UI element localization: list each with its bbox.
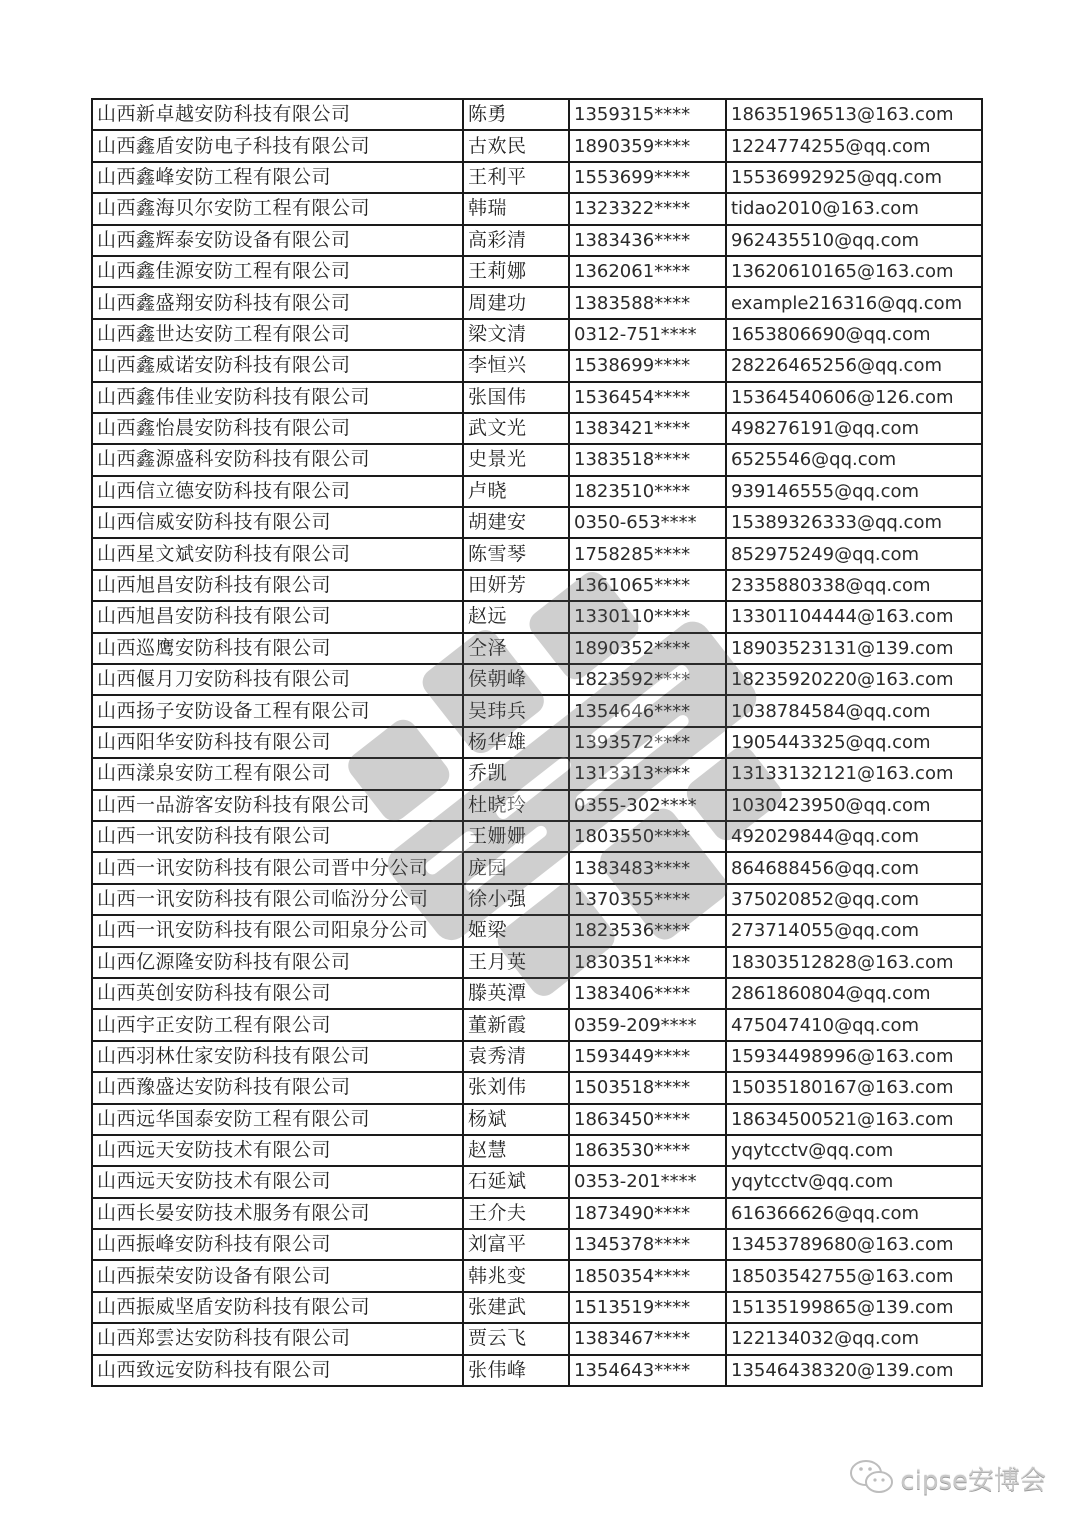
phone-cell: 1593449**** xyxy=(569,1041,726,1072)
phone-cell: 1803550**** xyxy=(569,821,726,852)
table-row xyxy=(92,1104,982,1135)
company-cell: 山西信威安防科技有限公司 xyxy=(92,507,463,538)
phone-cell: 1538699**** xyxy=(569,350,726,381)
contact-name-cell: 乔凯 xyxy=(463,758,569,789)
contact-name-cell: 李恒兴 xyxy=(463,350,569,381)
contact-name-cell: 张建武 xyxy=(463,1292,569,1323)
table-row xyxy=(92,193,982,224)
email-cell: 15135199865@139.com xyxy=(726,1292,982,1323)
contact-name-cell: 杨斌 xyxy=(463,1104,569,1135)
table-row xyxy=(92,727,982,758)
table-row xyxy=(92,256,982,287)
company-cell: 山西旭昌安防科技有限公司 xyxy=(92,601,463,632)
phone-cell: 1553699**** xyxy=(569,162,726,193)
email-cell: 498276191@qq.com xyxy=(726,413,982,444)
company-cell: 山西新卓越安防科技有限公司 xyxy=(92,99,463,130)
company-cell: 山西一品游客安防科技有限公司 xyxy=(92,790,463,821)
company-cell: 山西一讯安防科技有限公司晋中分公司 xyxy=(92,852,463,883)
contact-name-cell: 庞园 xyxy=(463,852,569,883)
table-row xyxy=(92,225,982,256)
table-row xyxy=(92,1072,982,1103)
table-row xyxy=(92,1260,982,1291)
email-cell: 18235920220@163.com xyxy=(726,664,982,695)
phone-cell: 1890359**** xyxy=(569,130,726,161)
phone-cell: 0359-209**** xyxy=(569,1009,726,1040)
contact-name-cell: 仝泽 xyxy=(463,633,569,664)
company-cell: 山西振荣安防设备有限公司 xyxy=(92,1260,463,1291)
contact-name-cell: 王莉娜 xyxy=(463,256,569,287)
table-row xyxy=(92,1009,982,1040)
table-row xyxy=(92,570,982,601)
phone-cell: 0353-201**** xyxy=(569,1166,726,1197)
phone-cell: 1313313**** xyxy=(569,758,726,789)
contact-name-cell: 滕英潭 xyxy=(463,978,569,1009)
table-row xyxy=(92,884,982,915)
company-cell: 山西阳华安防科技有限公司 xyxy=(92,727,463,758)
contact-name-cell: 袁秀清 xyxy=(463,1041,569,1072)
phone-cell: 1383483**** xyxy=(569,852,726,883)
contact-name-cell: 赵慧 xyxy=(463,1135,569,1166)
contact-name-cell: 王姗姗 xyxy=(463,821,569,852)
email-cell: 15035180167@163.com xyxy=(726,1072,982,1103)
phone-cell: 1370355**** xyxy=(569,884,726,915)
contact-name-cell: 周建功 xyxy=(463,287,569,318)
email-cell: 492029844@qq.com xyxy=(726,821,982,852)
contact-name-cell: 姬梁 xyxy=(463,915,569,946)
contact-name-cell: 刘富平 xyxy=(463,1229,569,1260)
phone-cell: 1383421**** xyxy=(569,413,726,444)
company-cell: 山西宇正安防工程有限公司 xyxy=(92,1009,463,1040)
table-row xyxy=(92,852,982,883)
table-row xyxy=(92,1198,982,1229)
phone-cell: 1323322**** xyxy=(569,193,726,224)
phone-cell: 1393572**** xyxy=(569,727,726,758)
phone-cell: 1823592**** xyxy=(569,664,726,695)
phone-cell: 1383588**** xyxy=(569,287,726,318)
contact-name-cell: 史景光 xyxy=(463,444,569,475)
company-cell: 山西扬子安防设备工程有限公司 xyxy=(92,695,463,726)
phone-cell: 0312-751**** xyxy=(569,319,726,350)
email-cell: 2335880338@qq.com xyxy=(726,570,982,601)
email-cell: 18303512828@163.com xyxy=(726,947,982,978)
email-cell: 13620610165@163.com xyxy=(726,256,982,287)
email-cell: 13546438320@139.com xyxy=(726,1355,982,1386)
table-row xyxy=(92,1323,982,1354)
email-cell: example216316@qq.com xyxy=(726,287,982,318)
company-cell: 山西远天安防技术有限公司 xyxy=(92,1135,463,1166)
phone-cell: 1863450**** xyxy=(569,1104,726,1135)
company-cell: 山西致远安防科技有限公司 xyxy=(92,1355,463,1386)
company-cell: 山西长晏安防技术服务有限公司 xyxy=(92,1198,463,1229)
table-row xyxy=(92,507,982,538)
company-cell: 山西远天安防技术有限公司 xyxy=(92,1166,463,1197)
phone-cell: 1863530**** xyxy=(569,1135,726,1166)
company-cell: 山西振峰安防科技有限公司 xyxy=(92,1229,463,1260)
table-row xyxy=(92,99,982,130)
email-cell: 864688456@qq.com xyxy=(726,852,982,883)
company-cell: 山西一讯安防科技有限公司阳泉分公司 xyxy=(92,915,463,946)
phone-cell: 1823536**** xyxy=(569,915,726,946)
email-cell: 962435510@qq.com xyxy=(726,225,982,256)
contact-name-cell: 石延斌 xyxy=(463,1166,569,1197)
contact-name-cell: 吴玮兵 xyxy=(463,695,569,726)
phone-cell: 1383406**** xyxy=(569,978,726,1009)
email-cell: 13301104444@163.com xyxy=(726,601,982,632)
company-cell: 山西一讯安防科技有限公司临汾分公司 xyxy=(92,884,463,915)
contact-name-cell: 侯朝峰 xyxy=(463,664,569,695)
table-row xyxy=(92,319,982,350)
company-cell: 山西鑫海贝尔安防工程有限公司 xyxy=(92,193,463,224)
table-row xyxy=(92,350,982,381)
company-cell: 山西鑫佳源安防工程有限公司 xyxy=(92,256,463,287)
table-row xyxy=(92,821,982,852)
email-cell: 1905443325@qq.com xyxy=(726,727,982,758)
company-cell: 山西偃月刀安防科技有限公司 xyxy=(92,664,463,695)
company-cell: 山西鑫威诺安防科技有限公司 xyxy=(92,350,463,381)
company-cell: 山西鑫盛翔安防科技有限公司 xyxy=(92,287,463,318)
phone-cell: 0355-302**** xyxy=(569,790,726,821)
phone-cell: 1354643**** xyxy=(569,1355,726,1386)
phone-cell: 1758285**** xyxy=(569,538,726,569)
email-cell: 1653806690@qq.com xyxy=(726,319,982,350)
phone-cell: 1873490**** xyxy=(569,1198,726,1229)
table-row xyxy=(92,633,982,664)
contact-name-cell: 张国伟 xyxy=(463,382,569,413)
company-cell: 山西鑫怡晨安防科技有限公司 xyxy=(92,413,463,444)
table-row xyxy=(92,790,982,821)
table-row xyxy=(92,1292,982,1323)
phone-cell: 1890352**** xyxy=(569,633,726,664)
table-row xyxy=(92,695,982,726)
email-cell: tidao2010@163.com xyxy=(726,193,982,224)
email-cell: 273714055@qq.com xyxy=(726,915,982,946)
table-row xyxy=(92,444,982,475)
contact-name-cell: 王利平 xyxy=(463,162,569,193)
email-cell: 15389326333@qq.com xyxy=(726,507,982,538)
email-cell: 15364540606@126.com xyxy=(726,382,982,413)
email-cell: 18634500521@163.com xyxy=(726,1104,982,1135)
contact-name-cell: 董新霞 xyxy=(463,1009,569,1040)
phone-cell: 1354646**** xyxy=(569,695,726,726)
table-row xyxy=(92,947,982,978)
contact-name-cell: 陈勇 xyxy=(463,99,569,130)
email-cell: 15536992925@qq.com xyxy=(726,162,982,193)
contact-name-cell: 梁文清 xyxy=(463,319,569,350)
email-cell: 1038784584@qq.com xyxy=(726,695,982,726)
company-cell: 山西鑫峰安防工程有限公司 xyxy=(92,162,463,193)
table-row xyxy=(92,758,982,789)
company-cell: 山西巡鹰安防科技有限公司 xyxy=(92,633,463,664)
company-cell: 山西星文斌安防科技有限公司 xyxy=(92,538,463,569)
phone-cell: 1345378**** xyxy=(569,1229,726,1260)
email-cell: 6525546@qq.com xyxy=(726,444,982,475)
company-cell: 山西旭昌安防科技有限公司 xyxy=(92,570,463,601)
phone-cell: 1503518**** xyxy=(569,1072,726,1103)
email-cell: 28226465256@qq.com xyxy=(726,350,982,381)
email-cell: 2861860804@qq.com xyxy=(726,978,982,1009)
company-cell: 山西鑫盾安防电子科技有限公司 xyxy=(92,130,463,161)
company-cell: 山西英创安防科技有限公司 xyxy=(92,978,463,1009)
company-cell: 山西鑫源盛科安防科技有限公司 xyxy=(92,444,463,475)
contact-name-cell: 古欢民 xyxy=(463,130,569,161)
contact-name-cell: 张伟峰 xyxy=(463,1355,569,1386)
email-cell: yqytcctv@qq.com xyxy=(726,1166,982,1197)
table-row xyxy=(92,601,982,632)
contact-name-cell: 高彩清 xyxy=(463,225,569,256)
email-cell: 18635196513@163.com xyxy=(726,99,982,130)
contact-name-cell: 徐小强 xyxy=(463,884,569,915)
table-row xyxy=(92,130,982,161)
table-row xyxy=(92,978,982,1009)
company-cell: 山西信立德安防科技有限公司 xyxy=(92,476,463,507)
phone-cell: 0350-653**** xyxy=(569,507,726,538)
contacts-table xyxy=(91,98,983,1387)
table-row xyxy=(92,1135,982,1166)
contact-name-cell: 卢晓 xyxy=(463,476,569,507)
company-cell: 山西亿源隆安防科技有限公司 xyxy=(92,947,463,978)
company-cell: 山西豫盛达安防科技有限公司 xyxy=(92,1072,463,1103)
table-row xyxy=(92,538,982,569)
company-cell: 山西羽林仕家安防科技有限公司 xyxy=(92,1041,463,1072)
company-cell: 山西振威坚盾安防科技有限公司 xyxy=(92,1292,463,1323)
contact-name-cell: 武文光 xyxy=(463,413,569,444)
table-row xyxy=(92,1166,982,1197)
email-cell: yqytcctv@qq.com xyxy=(726,1135,982,1166)
email-cell: 18503542755@163.com xyxy=(726,1260,982,1291)
contact-name-cell: 陈雪琴 xyxy=(463,538,569,569)
phone-cell: 1513519**** xyxy=(569,1292,726,1323)
contact-name-cell: 田妍芳 xyxy=(463,570,569,601)
email-cell: 1030423950@qq.com xyxy=(726,790,982,821)
table-row xyxy=(92,1041,982,1072)
email-cell: 13133132121@163.com xyxy=(726,758,982,789)
table-row xyxy=(92,1355,982,1386)
footer-brand-text: cipse安博会 xyxy=(900,1465,1046,1496)
contact-name-cell: 韩瑞 xyxy=(463,193,569,224)
phone-cell: 1850354**** xyxy=(569,1260,726,1291)
table-row xyxy=(92,915,982,946)
company-cell: 山西漾泉安防工程有限公司 xyxy=(92,758,463,789)
table-row xyxy=(92,664,982,695)
contact-name-cell: 韩兆变 xyxy=(463,1260,569,1291)
company-cell: 山西鑫辉泰安防设备有限公司 xyxy=(92,225,463,256)
email-cell: 18903523131@139.com xyxy=(726,633,982,664)
contact-name-cell: 杜晓玲 xyxy=(463,790,569,821)
company-cell: 山西鑫世达安防工程有限公司 xyxy=(92,319,463,350)
phone-cell: 1359315**** xyxy=(569,99,726,130)
email-cell: 375020852@qq.com xyxy=(726,884,982,915)
email-cell: 852975249@qq.com xyxy=(726,538,982,569)
email-cell: 616366626@qq.com xyxy=(726,1198,982,1229)
contact-name-cell: 王月英 xyxy=(463,947,569,978)
table-row xyxy=(92,162,982,193)
email-cell: 475047410@qq.com xyxy=(726,1009,982,1040)
contacts-table-body xyxy=(92,99,982,1386)
email-cell: 939146555@qq.com xyxy=(726,476,982,507)
footer-brand xyxy=(848,1458,1046,1498)
phone-cell: 1383518**** xyxy=(569,444,726,475)
contact-name-cell: 杨华雄 xyxy=(463,727,569,758)
phone-cell: 1823510**** xyxy=(569,476,726,507)
contact-name-cell: 胡建安 xyxy=(463,507,569,538)
table-row xyxy=(92,413,982,444)
contact-name-cell: 贾云飞 xyxy=(463,1323,569,1354)
email-cell: 15934498996@163.com xyxy=(726,1041,982,1072)
table-row xyxy=(92,382,982,413)
phone-cell: 1383467**** xyxy=(569,1323,726,1354)
phone-cell: 1536454**** xyxy=(569,382,726,413)
email-cell: 122134032@qq.com xyxy=(726,1323,982,1354)
phone-cell: 1362061**** xyxy=(569,256,726,287)
company-cell: 山西远华国泰安防工程有限公司 xyxy=(92,1104,463,1135)
contact-name-cell: 赵远 xyxy=(463,601,569,632)
contact-name-cell: 王介夫 xyxy=(463,1198,569,1229)
company-cell: 山西一讯安防科技有限公司 xyxy=(92,821,463,852)
phone-cell: 1361065**** xyxy=(569,570,726,601)
phone-cell: 1383436**** xyxy=(569,225,726,256)
phone-cell: 1830351**** xyxy=(569,947,726,978)
company-cell: 山西郑雲达安防科技有限公司 xyxy=(92,1323,463,1354)
email-cell: 13453789680@163.com xyxy=(726,1229,982,1260)
table-row xyxy=(92,1229,982,1260)
company-cell: 山西鑫伟佳业安防科技有限公司 xyxy=(92,382,463,413)
table-row xyxy=(92,287,982,318)
table-row xyxy=(92,476,982,507)
wechat-icon xyxy=(848,1458,896,1498)
contact-name-cell: 张刘伟 xyxy=(463,1072,569,1103)
phone-cell: 1330110**** xyxy=(569,601,726,632)
email-cell: 1224774255@qq.com xyxy=(726,130,982,161)
